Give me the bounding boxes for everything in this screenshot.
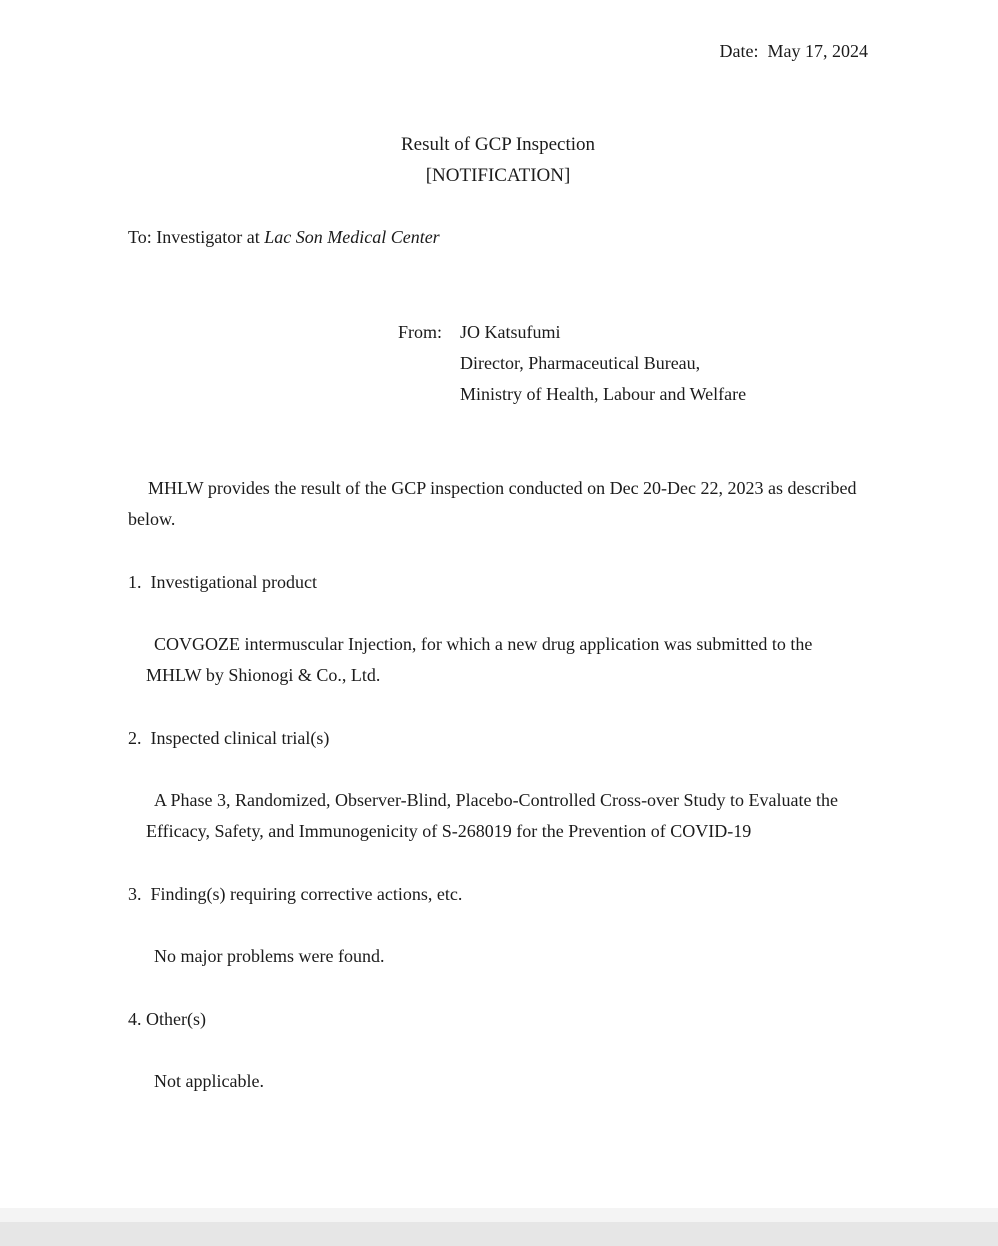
recipient-line	[128, 222, 868, 253]
document-title-block	[128, 129, 868, 191]
section-3-body: No major problems were found.	[154, 946, 385, 966]
sender-name: JO Katsufumi	[460, 322, 561, 342]
section-2-heading: 2. Inspected clinical trial(s)	[128, 728, 330, 748]
section-1-body: COVGOZE intermuscular Injection, for which a new drug application was submitted to the MHLW by Shionogi & Co., Ltd.	[146, 634, 813, 685]
section-3-heading: 3. Finding(s) requiring corrective actions, etc.	[128, 884, 463, 904]
sender-title: Director, Pharmaceutical Bureau,	[460, 353, 701, 373]
viewer-footer-bar	[0, 1208, 998, 1246]
date-line: Date: May 17, 2024	[719, 41, 868, 61]
notification-subtitle: [NOTIFICATION]	[425, 165, 571, 186]
sender-block	[128, 317, 868, 410]
intro-paragraph: MHLW provides the result of the GCP inspection conducted on Dec 20-Dec 22, 2023 as described below.	[128, 478, 857, 529]
recipient-name: Lac Son Medical Center	[264, 227, 440, 247]
section-1-heading: 1. Investigational product	[128, 572, 317, 592]
viewer-footer-bar-top	[0, 1208, 998, 1222]
section-4-heading: 4. Other(s)	[128, 1009, 206, 1029]
sender-lines	[460, 317, 868, 410]
section-2-body: A Phase 3, Randomized, Observer-Blind, Placebo-Controlled Cross-over Study to Evaluate the Efficacy, Safety, and Immunogenicity of S-268019 for the Prevention of COVID-19	[146, 790, 839, 841]
section-4-body: Not applicable.	[154, 1071, 264, 1091]
sender-organization: Ministry of Health, Labour and Welfare	[460, 384, 747, 404]
document-title: Result of GCP Inspection	[400, 134, 596, 155]
from-label: From:	[398, 322, 443, 342]
viewer-footer-bar-bottom	[0, 1222, 998, 1246]
recipient-prefix: To: Investigator at	[128, 227, 265, 247]
